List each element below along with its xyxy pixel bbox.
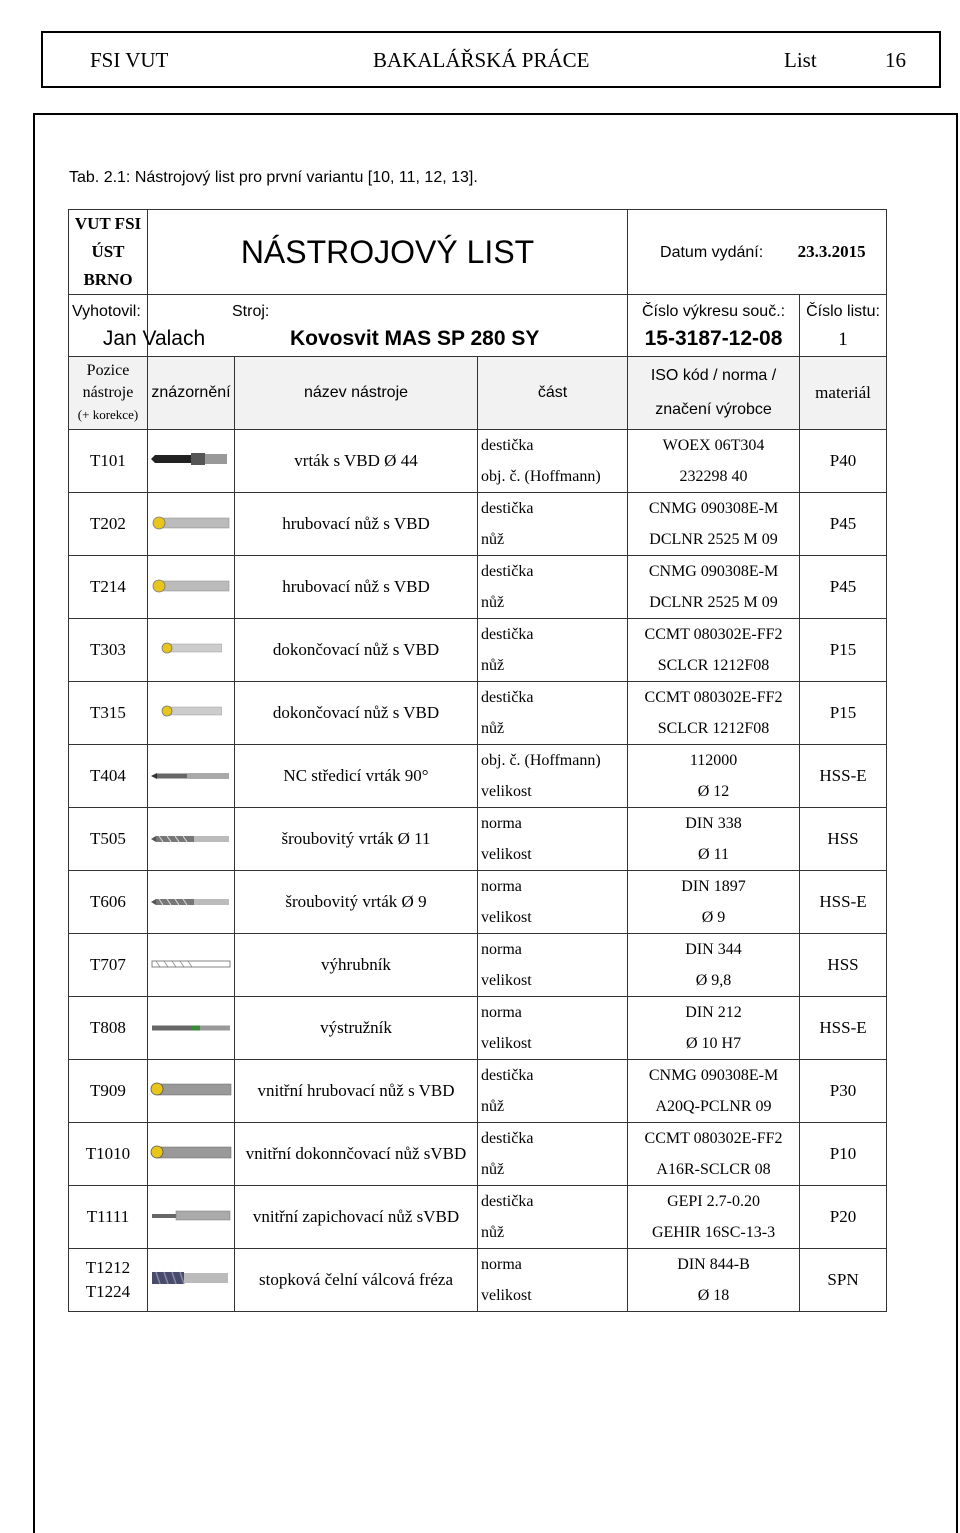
page-header xyxy=(41,31,941,88)
col-part-header: část xyxy=(478,357,628,430)
tool-iso-code-2: DCLNR 2525 M 09 xyxy=(649,531,778,548)
tool-image xyxy=(148,934,235,997)
tool-row xyxy=(69,934,887,997)
tool-part-2: nůž xyxy=(481,594,505,611)
tool-position-code: T1111 xyxy=(86,1207,130,1226)
tool-row xyxy=(69,1060,887,1123)
tool-material: P45 xyxy=(800,493,887,556)
tool-name: NC středicí vrták 90° xyxy=(235,745,478,808)
org-name: VUT FSI ÚST xyxy=(74,214,142,261)
drawing-number: 15-3187-12-08 xyxy=(644,327,783,350)
tool-part-2: velikost xyxy=(481,972,532,989)
tool-image xyxy=(148,871,235,934)
tool-image xyxy=(148,808,235,871)
header-page-number: 16 xyxy=(885,48,906,72)
tool-row xyxy=(69,682,887,745)
col-material-header: materiál xyxy=(800,357,887,430)
tool-position-code: T606 xyxy=(90,892,126,911)
tool-row xyxy=(69,871,887,934)
header-list-label: List xyxy=(784,48,817,72)
tool-iso-code xyxy=(628,682,800,745)
tool-material: SPN xyxy=(800,1249,887,1312)
tool-position-code: T404 xyxy=(90,766,126,785)
tool-material: P15 xyxy=(800,619,887,682)
tool-position xyxy=(69,493,148,556)
tool-iso-code-1: CNMG 090308E-M xyxy=(648,1067,779,1084)
col-image-header: znázornění xyxy=(148,357,235,430)
tool-material: HSS-E xyxy=(800,745,887,808)
col-iso-label-2: značení výrobce xyxy=(655,401,772,418)
tool-iso-code-1: WOEX 06T304 xyxy=(662,437,765,454)
tool-part xyxy=(478,871,628,934)
tool-part-2: nůž xyxy=(481,1161,505,1178)
col-position-label-2: nástroje xyxy=(82,384,134,401)
tool-material: HSS xyxy=(800,934,887,997)
tool-part-1: norma xyxy=(481,1256,522,1273)
finishing-tool-icon xyxy=(148,641,234,660)
tool-row xyxy=(69,1249,887,1312)
tool-name: dokončovací nůž s VBD xyxy=(235,682,478,745)
tool-iso-code xyxy=(628,430,800,493)
drawing-label: Číslo výkresu souč.: xyxy=(641,303,786,320)
col-position-label-1: Pozice xyxy=(86,362,130,379)
tool-part-2: nůž xyxy=(481,1098,505,1115)
tool-name: vnitřní dokonnčovací nůž sVBD xyxy=(235,1123,478,1186)
tool-part xyxy=(478,1123,628,1186)
tool-part xyxy=(478,1060,628,1123)
tool-position-code: T202 xyxy=(90,514,126,533)
tool-part-2: nůž xyxy=(481,720,505,737)
col-iso-header xyxy=(628,357,800,430)
tool-image xyxy=(148,682,235,745)
tool-row xyxy=(69,745,887,808)
tool-position xyxy=(69,1123,148,1186)
tool-iso-code-2: Ø 12 xyxy=(697,783,730,800)
tool-image xyxy=(148,1123,235,1186)
tool-part-2: velikost xyxy=(481,783,532,800)
col-name-header: název nástroje xyxy=(235,357,478,430)
sheet-number-cell xyxy=(800,295,887,357)
tool-iso-code xyxy=(628,997,800,1060)
tool-part xyxy=(478,493,628,556)
tool-image xyxy=(148,1060,235,1123)
tool-iso-code-2: A20Q-PCLNR 09 xyxy=(655,1098,772,1115)
tool-iso-code-1: DIN 212 xyxy=(685,1004,742,1021)
tool-row xyxy=(69,430,887,493)
tool-iso-code-1: CCMT 080302E-FF2 xyxy=(644,626,783,643)
tool-iso-code xyxy=(628,745,800,808)
tool-image xyxy=(148,619,235,682)
tool-position xyxy=(69,556,148,619)
tool-iso-code-1: GEPI 2.7-0.20 xyxy=(667,1193,760,1210)
tool-position-code: T505 xyxy=(90,829,126,848)
tool-name: šroubovitý vrták Ø 9 xyxy=(235,871,478,934)
tool-name: vrták s VBD Ø 44 xyxy=(235,430,478,493)
tool-iso-code-2: Ø 18 xyxy=(697,1287,730,1304)
tool-iso-code-1: DIN 344 xyxy=(685,941,742,958)
tool-iso-code-1: DIN 844-B xyxy=(677,1256,750,1273)
tool-iso-code xyxy=(628,1249,800,1312)
tool-iso-code xyxy=(628,619,800,682)
machine-label: Stroj: xyxy=(232,303,270,320)
tool-position-code: T315 xyxy=(90,703,126,722)
tool-position xyxy=(69,619,148,682)
tool-name: dokončovací nůž s VBD xyxy=(235,619,478,682)
tool-image xyxy=(148,1186,235,1249)
tool-position xyxy=(69,997,148,1060)
tool-position xyxy=(69,682,148,745)
tool-image xyxy=(148,493,235,556)
tool-position-code: T101 xyxy=(90,451,126,470)
tool-part-2: velikost xyxy=(481,1035,532,1052)
tool-part-1: destička xyxy=(481,563,534,580)
org-cell xyxy=(69,210,148,295)
tool-iso-code-2: Ø 9,8 xyxy=(695,972,732,989)
author-name: Jan Valach xyxy=(102,327,206,350)
tool-iso-code-1: CNMG 090308E-M xyxy=(648,500,779,517)
grooving-bar-icon xyxy=(148,1208,234,1227)
tool-part xyxy=(478,997,628,1060)
header-thesis-type: BAKALÁŘSKÁ PRÁCE xyxy=(373,48,590,72)
tool-iso-code-2: Ø 10 H7 xyxy=(685,1035,742,1052)
tool-part xyxy=(478,745,628,808)
tool-iso-code-1: CCMT 080302E-FF2 xyxy=(644,1130,783,1147)
tool-position-code: T303 xyxy=(90,640,126,659)
tool-iso-code-2: GEHIR 16SC-13-3 xyxy=(651,1224,776,1241)
tool-part-2: nůž xyxy=(481,657,505,674)
date-label: Datum vydání: xyxy=(660,244,764,261)
tool-iso-code xyxy=(628,556,800,619)
tool-iso-code xyxy=(628,934,800,997)
tool-position-code: T808 xyxy=(90,1018,126,1037)
col-position-label-3: (+ korekce) xyxy=(77,407,139,422)
tool-row xyxy=(69,997,887,1060)
tool-row xyxy=(69,556,887,619)
sheet-number: 1 xyxy=(838,329,848,350)
tool-part-1: destička xyxy=(481,437,534,454)
tool-name: výhrubník xyxy=(235,934,478,997)
tool-material: P10 xyxy=(800,1123,887,1186)
tool-iso-code xyxy=(628,1060,800,1123)
machine-name: Kovosvit MAS SP 280 SY xyxy=(290,327,540,350)
tool-part-1: destička xyxy=(481,626,534,643)
table-caption: Tab. 2.1: Nástrojový list pro první variantu [10, 11, 12, 13]. xyxy=(69,169,478,186)
tool-part xyxy=(478,808,628,871)
tool-part-1: norma xyxy=(481,815,522,832)
tool-part-1: destička xyxy=(481,1067,534,1084)
tool-row xyxy=(69,493,887,556)
tool-part xyxy=(478,1249,628,1312)
turning-tool-icon xyxy=(148,513,234,536)
tool-material: P45 xyxy=(800,556,887,619)
tool-position-code: T1212 xyxy=(85,1258,131,1277)
tool-part xyxy=(478,1186,628,1249)
tool-position xyxy=(69,430,148,493)
drill-indexable-icon xyxy=(148,451,234,472)
boring-bar-icon xyxy=(148,1078,234,1105)
boring-bar-icon xyxy=(148,1141,234,1168)
twist-drill-icon xyxy=(148,893,234,911)
date-cell xyxy=(628,210,887,295)
sheet-title: NÁSTROJOVÝ LIST xyxy=(148,210,628,295)
date-value: 23.3.2015 xyxy=(797,242,866,261)
tool-row xyxy=(69,619,887,682)
twist-drill-icon xyxy=(148,830,234,848)
header-faculty: FSI VUT xyxy=(90,48,169,72)
tool-part-1: destička xyxy=(481,689,534,706)
tool-part-1: norma xyxy=(481,1004,522,1021)
tool-iso-code-1: CNMG 090308E-M xyxy=(648,563,779,580)
tool-image xyxy=(148,430,235,493)
tool-row xyxy=(69,808,887,871)
tool-part-1: destička xyxy=(481,500,534,517)
tool-part-1: norma xyxy=(481,878,522,895)
reamer-icon xyxy=(148,1019,234,1037)
tool-material: P30 xyxy=(800,1060,887,1123)
tool-name: výstružník xyxy=(235,997,478,1060)
tool-position xyxy=(69,871,148,934)
tool-iso-code xyxy=(628,1123,800,1186)
tool-iso-code-2: SCLCR 1212F08 xyxy=(657,657,770,674)
tool-position-code: T1010 xyxy=(85,1144,131,1163)
drawing-cell xyxy=(628,295,800,357)
tool-part xyxy=(478,430,628,493)
tool-position xyxy=(69,1186,148,1249)
tool-part-2: velikost xyxy=(481,1287,532,1304)
col-iso-label-1: ISO kód / norma / xyxy=(650,367,777,384)
sheet-number-label: Číslo listu: xyxy=(806,303,880,320)
machine-cell xyxy=(148,295,628,357)
tool-iso-code-1: DIN 1897 xyxy=(681,878,746,895)
center-drill-icon xyxy=(148,767,234,785)
tool-position-code: T707 xyxy=(90,955,126,974)
tool-iso-code-1: CCMT 080302E-FF2 xyxy=(644,689,783,706)
tool-position-code-2: T1224 xyxy=(85,1282,131,1301)
tool-name: stopková čelní válcová fréza xyxy=(235,1249,478,1312)
tool-part-2: velikost xyxy=(481,846,532,863)
tool-name: vnitřní zapichovací nůž sVBD xyxy=(235,1186,478,1249)
tool-position-code: T909 xyxy=(90,1081,126,1100)
tool-position xyxy=(69,745,148,808)
tool-image xyxy=(148,997,235,1060)
tool-part-1: destička xyxy=(481,1193,534,1210)
tool-image xyxy=(148,1249,235,1312)
tool-row xyxy=(69,1123,887,1186)
tool-iso-code-2: DCLNR 2525 M 09 xyxy=(649,594,778,611)
finishing-tool-icon xyxy=(148,704,234,723)
tool-part-2: nůž xyxy=(481,1224,505,1241)
tool-part xyxy=(478,619,628,682)
tool-iso-code-1: DIN 338 xyxy=(685,815,742,832)
tool-part xyxy=(478,556,628,619)
tool-part-1: norma xyxy=(481,941,522,958)
turning-tool-icon xyxy=(148,576,234,599)
tool-part-1: destička xyxy=(481,1130,534,1147)
core-drill-icon xyxy=(148,956,234,974)
tool-iso-code-2: SCLCR 1212F08 xyxy=(657,720,770,737)
tool-material: HSS-E xyxy=(800,871,887,934)
tool-material: HSS-E xyxy=(800,997,887,1060)
tool-sheet-table xyxy=(68,209,887,1312)
tool-iso-code-1: 112000 xyxy=(689,752,738,769)
tool-name: vnitřní hrubovací nůž s VBD xyxy=(235,1060,478,1123)
tool-material: P20 xyxy=(800,1186,887,1249)
tool-part-1: obj. č. (Hoffmann) xyxy=(481,752,601,769)
tool-part-2: obj. č. (Hoffmann) xyxy=(481,468,601,485)
tool-iso-code-2: Ø 9 xyxy=(701,909,726,926)
tool-iso-code-2: A16R-SCLCR 08 xyxy=(656,1161,771,1178)
tool-position-code: T214 xyxy=(90,577,126,596)
tool-part-2: nůž xyxy=(481,531,505,548)
tool-part xyxy=(478,934,628,997)
tool-material: HSS xyxy=(800,808,887,871)
tool-name: šroubovitý vrták Ø 11 xyxy=(235,808,478,871)
tool-iso-code xyxy=(628,871,800,934)
tool-position xyxy=(69,1249,148,1312)
author-cell xyxy=(69,295,206,357)
tool-name: hrubovací nůž s VBD xyxy=(235,556,478,619)
tool-iso-code xyxy=(628,808,800,871)
tool-image xyxy=(148,745,235,808)
org-city: BRNO xyxy=(83,270,133,289)
tool-part-2: velikost xyxy=(481,909,532,926)
tool-position xyxy=(69,934,148,997)
tool-material: P15 xyxy=(800,682,887,745)
tool-position xyxy=(69,1060,148,1123)
tool-image xyxy=(148,556,235,619)
tool-iso-code xyxy=(628,493,800,556)
col-position-header xyxy=(69,357,148,430)
tool-material: P40 xyxy=(800,430,887,493)
tool-iso-code-2: Ø 11 xyxy=(698,846,729,863)
tool-row xyxy=(69,1186,887,1249)
tool-iso-code xyxy=(628,1186,800,1249)
tool-iso-code-2: 232298 40 xyxy=(679,468,748,485)
end-mill-icon xyxy=(148,1268,234,1293)
tool-position xyxy=(69,808,148,871)
tool-name: hrubovací nůž s VBD xyxy=(235,493,478,556)
tool-part xyxy=(478,682,628,745)
author-label: Vyhotovil: xyxy=(72,303,141,320)
